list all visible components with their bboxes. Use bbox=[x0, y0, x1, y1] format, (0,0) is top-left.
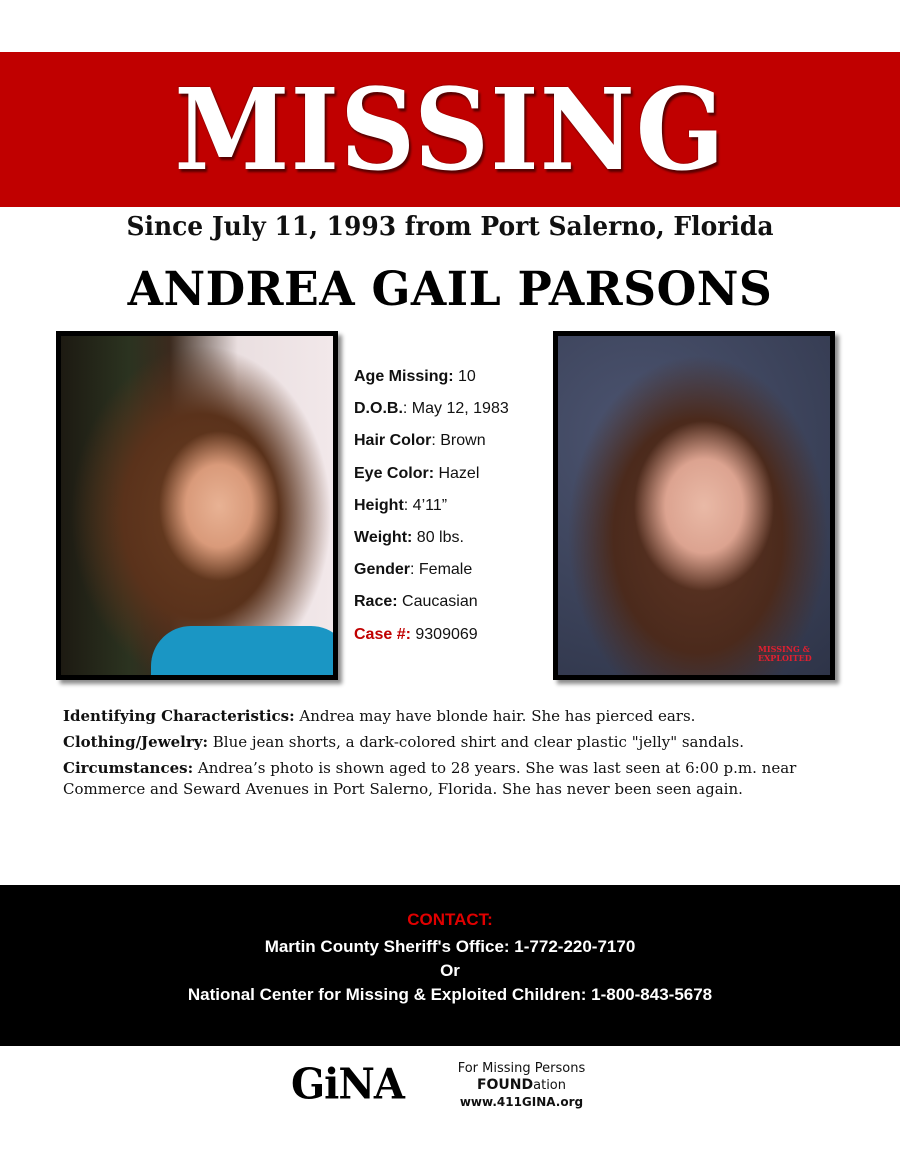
fact-value: 10 bbox=[458, 368, 476, 385]
fact-hair-color bbox=[354, 425, 544, 457]
childhood-photo bbox=[56, 331, 338, 680]
fact-label: Eye Color: bbox=[354, 464, 435, 482]
fact-value: : May 12, 1983 bbox=[402, 400, 509, 418]
tagline-suffix: ation bbox=[533, 1077, 566, 1093]
facts-list bbox=[354, 361, 544, 651]
fact-label: Hair Color bbox=[354, 432, 432, 450]
fact-label: Gender bbox=[354, 561, 411, 579]
case-details bbox=[63, 706, 843, 805]
fact-dob bbox=[354, 393, 544, 425]
fact-race bbox=[354, 586, 544, 618]
fact-value: : Female bbox=[410, 561, 473, 579]
fact-value: : Brown bbox=[431, 432, 486, 450]
gina-logo: GiNA bbox=[291, 1059, 404, 1110]
circumstances bbox=[63, 758, 843, 800]
contact-ncmec: National Center for Missing & Exploited Children: 1-800-843-5678 bbox=[187, 985, 713, 1004]
detail-label: Clothing/Jewelry: bbox=[63, 733, 208, 751]
detail-text: Andrea’s photo is shown aged to 28 years. She was last seen at 6:00 p.m. near Commerce and Seward Avenues in Port Salerno, Florida. She has never been seen again. bbox=[63, 759, 797, 798]
fact-gender bbox=[354, 554, 544, 586]
detail-text: Blue jean shorts, a dark-colored shirt and clear plastic "jelly" sandals. bbox=[208, 733, 744, 751]
tagline-prefix: For Missing Persons bbox=[457, 1060, 586, 1076]
person-name: ANDREA GAIL PARSONS bbox=[127, 262, 773, 317]
fact-value: 80 lbs. bbox=[412, 529, 464, 547]
photo-shirt-shape bbox=[151, 626, 338, 680]
identifying-characteristics bbox=[63, 706, 843, 727]
fact-value: Hazel bbox=[434, 464, 480, 482]
gina-text bbox=[412, 1061, 631, 1110]
detail-label: Circumstances: bbox=[63, 759, 194, 777]
ncmec-watermark bbox=[758, 645, 820, 663]
fact-label: Age Missing: bbox=[354, 368, 454, 385]
fact-weight bbox=[354, 522, 544, 554]
fact-eye-color bbox=[354, 458, 544, 490]
fact-age-missing bbox=[354, 361, 544, 393]
fact-label: Weight: bbox=[354, 529, 413, 547]
fact-label: Case #: bbox=[354, 625, 411, 643]
gina-url[interactable]: www.411GINA.org bbox=[459, 1094, 584, 1109]
contact-or: Or bbox=[440, 961, 460, 980]
contact-heading: CONTACT: bbox=[407, 910, 493, 929]
fact-value: Caucasian bbox=[397, 593, 478, 611]
fact-label: D.O.B. bbox=[354, 400, 403, 418]
fact-value: 9309069 bbox=[410, 625, 478, 643]
fact-height bbox=[354, 490, 544, 522]
fact-label: Height bbox=[354, 496, 404, 514]
contact-section bbox=[0, 885, 900, 1046]
fact-value: : 4’11” bbox=[403, 496, 448, 514]
missing-since-line: Since July 11, 1993 from Port Salerno, Florida bbox=[126, 212, 774, 242]
age-progressed-photo bbox=[553, 331, 835, 680]
tagline-found: FOUND bbox=[476, 1076, 534, 1093]
missing-banner bbox=[0, 52, 900, 207]
detail-text: Andrea may have blonde hair. She has pierced ears. bbox=[294, 707, 696, 725]
banner-title: MISSING bbox=[174, 62, 726, 196]
fact-label: Race: bbox=[354, 593, 398, 611]
watermark-line: EXPLOITED bbox=[758, 653, 812, 663]
clothing-jewelry bbox=[63, 732, 843, 753]
watermark-line: MISSING & bbox=[758, 644, 810, 654]
gina-tagline bbox=[412, 1061, 631, 1094]
contact-sheriff: Martin County Sheriff's Office: 1-772-220-7170 bbox=[264, 937, 636, 956]
fact-case-number bbox=[354, 619, 544, 651]
detail-label: Identifying Characteristics: bbox=[63, 707, 295, 725]
gina-footer bbox=[291, 1059, 631, 1110]
